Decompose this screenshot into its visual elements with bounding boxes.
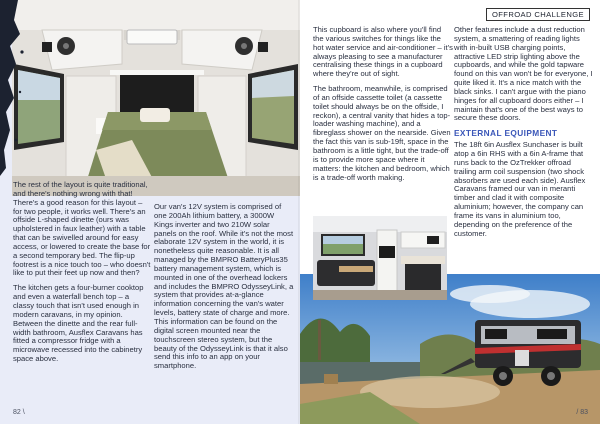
paragraph: This cupboard is also where you'll find the various switches for things like the hot water service and air-conditioner – it's always pleasing to see a manufacturer centralising these things in a cupboard where they're out of sight.	[313, 25, 453, 79]
text-column-a	[13, 181, 151, 370]
caravan-interior-photo	[313, 216, 447, 300]
paragraph: The rest of the layout is quite traditional, and there's nothing wrong with that! There's a good reason for this layout – for two people, it works well. There's an offside L-shaped dinette (ours was upholstered in faux leather) with a table that can be swivelled around for easy access, or lowered to create the base for a second temporary bed. The flip-up footrest is a nice touch too – who doesn't like to put their feet up now and then?	[13, 180, 151, 278]
section-heading: EXTERNAL EQUIPMENT	[454, 128, 558, 139]
bedroom-photo	[12, 0, 300, 196]
text-column-c	[313, 26, 453, 188]
page-number-right: / 83	[576, 409, 588, 416]
text-column-d	[454, 26, 594, 244]
paragraph: The bathroom, meanwhile, is comprised of an offside cassette toilet (a cassette toilet should always be on the offside, I reckon), a central vanity that hides a top-loader washing machine), and a fibreglass shower on the nearside. Given the fact this van is sub-19ft, space in the bathroom is a little tight, but the trade-off is to provide more space where it matters: the kitchen and bedroom, which is a trade-off worth making.	[313, 84, 451, 182]
paragraph: Our van's 12V system is comprised of one 200Ah lithium battery, a 3000W Kings inverter and two 210W solar panels on the roof. While it's not the most elaborate 12V system in the world, it is nonetheless quite reasonable. It is all managed by the BMPRO BatteryPlus35 battery management system, which is mounted in one of the overhead lockers and includes the BMPRO OdysseyLink, a system that provides at-a-glance information concerning the van's water levels, battery state of charge and more. This information can be found on the digital screen mounted near the touchscreen stereo system, but the beauty of the OdysseyLink is that it also send this info to an app on your smartphone.	[154, 202, 294, 371]
ink-splash-decoration	[0, 0, 30, 180]
text-column-b	[154, 203, 294, 377]
page-number-left: 82 \	[13, 409, 25, 416]
paragraph: The 18ft 6in Ausflex Sunchaser is built atop a 6in RHS with a 6in A-frame that runs back to the OzTrekker offroad trailing arm coil suspension (two shock absorbers are used each side). Ausflex Caravans framed our van in meranti timber and clad it with composite aluminium; however, the company can frame its vans in aluminium too, depending on the preference of the customer.	[454, 140, 586, 238]
paragraph: The kitchen gets a four-burner cooktop and even a waterfall bench top – a classy touch that isn't used enough in modern caravans, in my opinion. Between the dinette and the rear full-width bathroom, Ausflex Caravans has fitted a compressor fridge with a microwave recessed into the cabinetry space above.	[13, 283, 144, 364]
paragraph: Other features include a dust reduction system, a smattering of reading lights with in-built USB charging points, attractive LED strip lighting above the cupboards, and while the gold tapware found on this van won't be for everyone, I quite liked it. It's a nice match with the black sinks. I can't argue with the piano hinges for all cupboard doors either – I maintain that's one of the best ways to secure these doors.	[454, 25, 593, 123]
section-tab: OFFROAD CHALLENGE	[486, 8, 590, 21]
